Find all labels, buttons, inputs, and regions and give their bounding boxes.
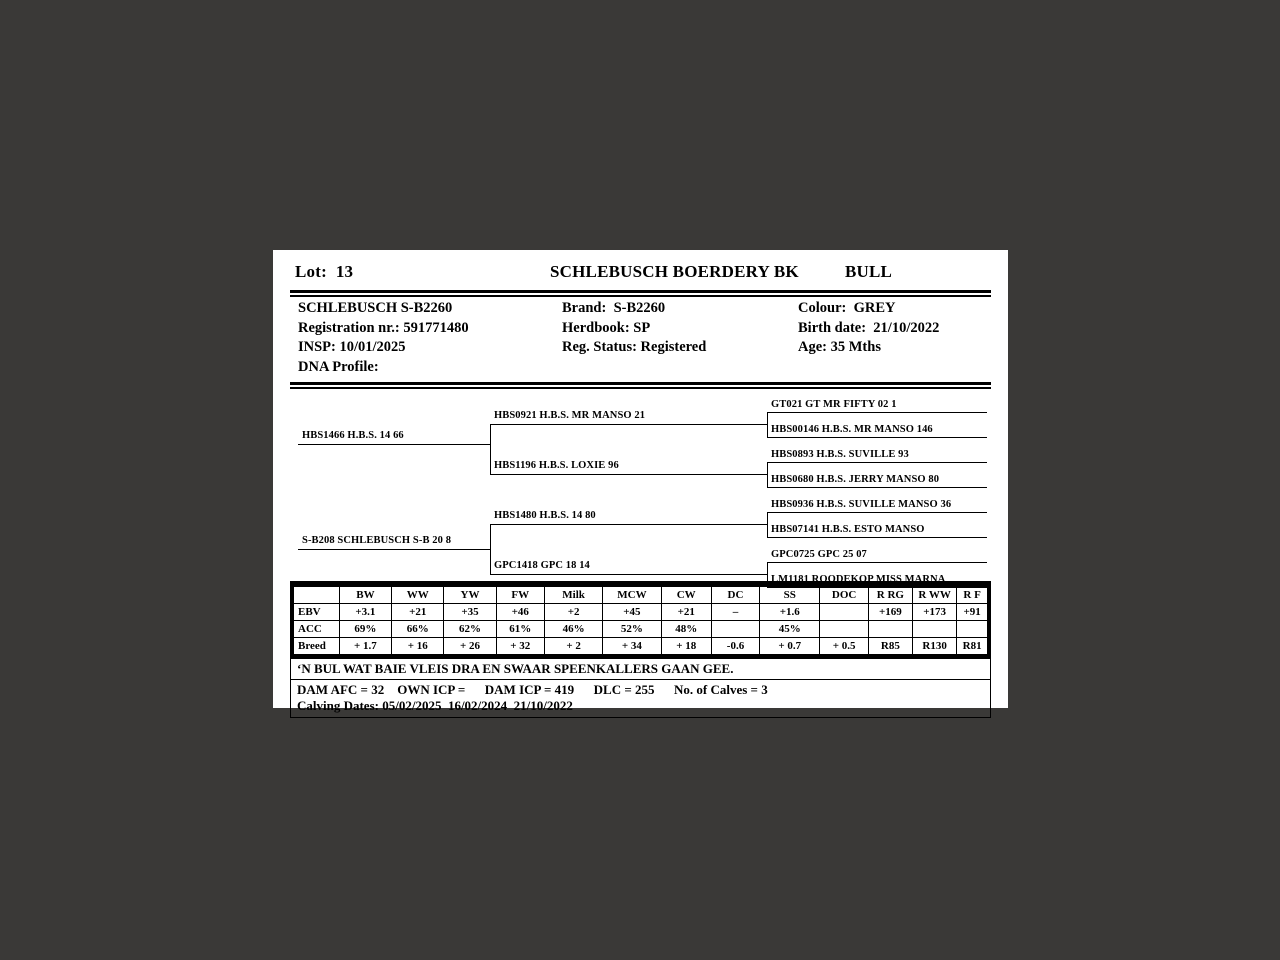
ebv-cell: 61% — [496, 621, 544, 638]
ebv-cell: + 0.7 — [760, 638, 820, 655]
ebv-cell: -0.6 — [711, 638, 759, 655]
pedigree-dam: S-B208 SCHLEBUSCH S-B 20 8 — [302, 535, 452, 546]
grandparent-rule — [490, 574, 767, 575]
ebv-header-row — [292, 587, 989, 604]
pedigree-tree — [290, 394, 991, 585]
ebv-col-cw: CW — [661, 587, 711, 604]
pedigree-great-grandparent: GT021 GT MR FIFTY 02 1 — [771, 399, 897, 410]
detail-row — [290, 320, 991, 340]
ebv-cell: + 32 — [496, 638, 544, 655]
ebv-col-fw: FW — [496, 587, 544, 604]
ebv-cell: +173 — [912, 604, 956, 621]
animal-details — [290, 297, 991, 382]
ebv-cell: R81 — [957, 638, 989, 655]
animal-name: SCHLEBUSCH S-B2260 — [298, 300, 453, 316]
ebv-cell: 48% — [661, 621, 711, 638]
ebv-cell: + 16 — [392, 638, 444, 655]
row-label: EBV — [292, 604, 339, 621]
pedigree-grandparent: HBS1196 H.B.S. LOXIE 96 — [494, 460, 619, 471]
ebv-row-acc — [292, 621, 989, 638]
ebv-col-rww: R WW — [912, 587, 956, 604]
ebv-cell: +3.1 — [339, 604, 391, 621]
animal-sex: BULL — [845, 262, 893, 281]
ebv-cell — [820, 604, 868, 621]
pedigree-dam-rule — [298, 549, 480, 550]
breeding-stats — [291, 680, 990, 717]
ebv-cell: +21 — [661, 604, 711, 621]
page-header — [290, 262, 991, 288]
great-grandparent-rule — [767, 512, 987, 513]
calving-line: Calving Dates: 05/02/2025 16/02/2024 21/10/2022 — [297, 698, 573, 713]
pedigree-great-grandparent: LM1181 ROODEKOP MISS MARNA — [771, 574, 946, 585]
ebv-col-bw: BW — [339, 587, 391, 604]
reg-status-value: Reg. Status: Registered — [562, 339, 707, 355]
pedigree-great-grandparent: GPC0725 GPC 25 07 — [771, 549, 867, 560]
pedigree-great-grandparent: HBS0680 H.B.S. JERRY MANSO 80 — [771, 474, 940, 485]
detail-row — [290, 359, 991, 379]
ebv-col-mcw: MCW — [603, 587, 661, 604]
catalogue-page — [273, 250, 1008, 713]
ebv-cell: – — [711, 604, 759, 621]
ebv-col-ww: WW — [392, 587, 444, 604]
dam-connector — [480, 549, 490, 550]
lot-number: Lot: 13 — [295, 262, 354, 281]
ebv-cell: + 0.5 — [820, 638, 868, 655]
ebv-cell: 52% — [603, 621, 661, 638]
pedigree-great-grandparent: HBS00146 H.B.S. MR MANSO 146 — [771, 424, 933, 435]
ebv-cell: 69% — [339, 621, 391, 638]
grandparent-bracket — [490, 424, 491, 474]
ebv-cell — [957, 621, 989, 638]
ebv-cell: +46 — [496, 604, 544, 621]
stats-line: DAM AFC = 32 OWN ICP = DAM ICP = 419 DLC = 255 No. of Calves = 3 — [297, 682, 768, 697]
pedigree-grandparent: HBS0921 H.B.S. MR MANSO 21 — [494, 410, 646, 421]
ebv-cell: +169 — [868, 604, 912, 621]
great-grandparent-rule — [767, 487, 987, 488]
ebv-col-doc: DOC — [820, 587, 868, 604]
ebv-col-milk: Milk — [544, 587, 602, 604]
ebv-cell: R130 — [912, 638, 956, 655]
ebv-col-blank — [292, 587, 339, 604]
detail-row — [290, 300, 991, 320]
details-divider — [290, 382, 991, 389]
ebv-cell: 66% — [392, 621, 444, 638]
great-grandparent-bracket — [767, 462, 768, 487]
ebv-col-rf: R F — [957, 587, 989, 604]
registration-value: Registration nr.: 591771480 — [298, 319, 469, 336]
ebv-row-ebv — [292, 604, 989, 621]
ebv-cell — [868, 621, 912, 638]
ebv-col-rrg: R RG — [868, 587, 912, 604]
ebv-cell: +2 — [544, 604, 602, 621]
ebv-cell — [820, 621, 868, 638]
ebv-col-ss: SS — [760, 587, 820, 604]
row-label: ACC — [292, 621, 339, 638]
ebv-cell: + 34 — [603, 638, 661, 655]
colour-value: Colour: GREY — [798, 300, 896, 316]
pedigree-sire-rule — [298, 444, 480, 445]
ebv-cell: 45% — [760, 621, 820, 638]
ebv-cell: 62% — [444, 621, 496, 638]
pedigree-great-grandparent: HBS0936 H.B.S. SUVILLE MANSO 36 — [771, 499, 952, 510]
sire-connector — [480, 444, 490, 445]
herdbook-value: Herdbook: SP — [562, 319, 651, 336]
dna-profile-value: DNA Profile: — [298, 358, 379, 375]
great-grandparent-rule — [767, 537, 987, 538]
notes-block — [290, 659, 991, 718]
pedigree-great-grandparent: HBS0893 H.B.S. SUVILLE 93 — [771, 449, 909, 460]
great-grandparent-bracket — [767, 512, 768, 537]
ebv-cell — [912, 621, 956, 638]
ebv-cell: + 2 — [544, 638, 602, 655]
great-grandparent-rule — [767, 437, 987, 438]
grandparent-rule — [490, 424, 767, 425]
pedigree-grandparent: HBS1480 H.B.S. 14 80 — [494, 510, 596, 521]
age-value: Age: 35 Mths — [798, 339, 881, 355]
great-grandparent-rule — [767, 562, 987, 563]
great-grandparent-bracket — [767, 562, 768, 587]
ebv-col-yw: YW — [444, 587, 496, 604]
pedigree-great-grandparent: HBS07141 H.B.S. ESTO MANSO — [771, 524, 925, 535]
great-grandparent-bracket — [767, 412, 768, 437]
ebv-cell: + 1.7 — [339, 638, 391, 655]
ebv-cell: 46% — [544, 621, 602, 638]
great-grandparent-rule — [767, 587, 987, 588]
page-inner — [290, 262, 991, 718]
ebv-cell: +1.6 — [760, 604, 820, 621]
brand-value: Brand: S-B2260 — [562, 300, 666, 316]
ebv-col-dc: DC — [711, 587, 759, 604]
pedigree-grandparent: GPC1418 GPC 18 14 — [494, 560, 590, 571]
ebv-cell: + 26 — [444, 638, 496, 655]
birth-date-value: Birth date: 21/10/2022 — [798, 319, 940, 336]
breeder-comment: ‘N BUL WAT BAIE VLEIS DRA EN SWAAR SPEENKALLERS GAAN GEE. — [291, 659, 990, 680]
header-divider — [290, 290, 991, 297]
detail-row — [290, 339, 991, 359]
insp-value: INSP: 10/01/2025 — [298, 339, 406, 355]
ebv-cell: + 18 — [661, 638, 711, 655]
pedigree-sire: HBS1466 H.B.S. 14 66 — [302, 430, 404, 441]
ebv-cell: +91 — [957, 604, 989, 621]
ebv-cell: R85 — [868, 638, 912, 655]
ebv-cell — [711, 621, 759, 638]
great-grandparent-rule — [767, 462, 987, 463]
grandparent-rule — [490, 474, 767, 475]
farm-name: SCHLEBUSCH BOERDERY BK — [550, 262, 799, 281]
great-grandparent-rule — [767, 412, 987, 413]
ebv-cell: +21 — [392, 604, 444, 621]
ebv-cell: +35 — [444, 604, 496, 621]
grandparent-bracket — [490, 524, 491, 574]
ebv-table — [290, 586, 991, 655]
grandparent-rule — [490, 524, 767, 525]
row-label: Breed — [292, 638, 339, 655]
ebv-row-breed — [292, 638, 989, 655]
ebv-cell: +45 — [603, 604, 661, 621]
